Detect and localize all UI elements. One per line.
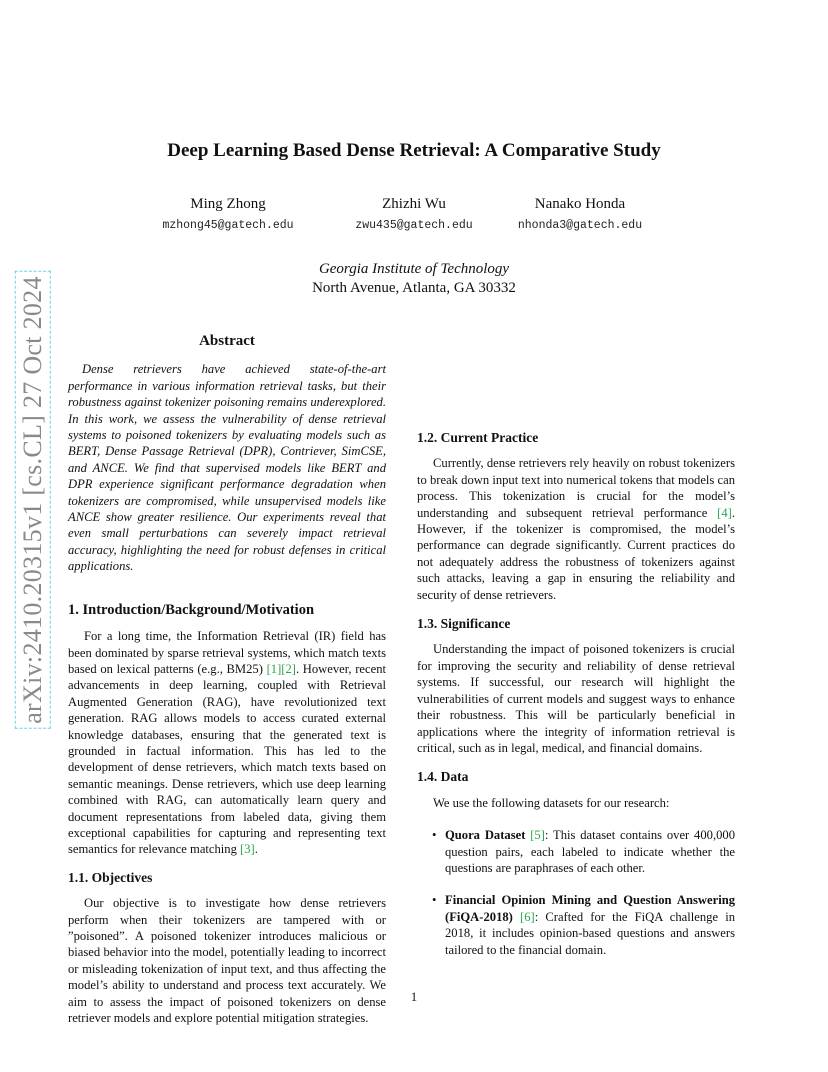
abstract-heading: Abstract — [199, 333, 255, 349]
left-column — [68, 333, 386, 1026]
intro-paragraph: For a long time, the Information Retrieval (IR) field has been dominated by sparse retrieval systems, which match texts based on lexical patterns (e.g., BM25) [1][2]. However, recent advancements in deep learning, coupled with Retrieval Augmented Generation (RAG), have revolutionized text generation. RAG allows models to access curated external knowledge databases, ensuring that the generated text is grounded in factual information. This has led to the development of dense retrievers, which match texts based on semantic meanings. Dense retrievers, which use deep learning combined with RAG, can automatically learn query and document representations from labeled data, giving them exceptional capabilities for capturing and representing text semantics for relevance matching [3]. — [68, 629, 387, 857]
address: North Avenue, Atlanta, GA 30332 — [312, 280, 516, 296]
author-email: mzhong45@gatech.edu — [162, 219, 294, 232]
institution: Georgia Institute of Technology — [318, 261, 510, 277]
affiliation — [0, 260, 828, 298]
citation-link[interactable]: [1] — [266, 661, 282, 676]
author-3 — [480, 196, 680, 232]
abstract-text: Dense retrievers have achieved state-of-the-art performance in various information retrieval tasks, but their robustness against tokenizer poisoning remains underexplored. In this work, we assess the vulnerability of dense retrieval systems to poisoned tokenizers by evaluating models such as BERT, Dense Passage Retrieval (DPR), Contriever, SimCSE, and ANCE. We find that supervised models like BERT and DPR experience significant performance degradation when tokenizers are compromised, while unsupervised models like ANCE show greater resilience. Our experiments reveal that even small perturbations can severely impact retrieval accuracy, highlighting the need for robust defenses in critical applications. — [68, 362, 386, 574]
dataset-name: Financial Opinion Mining and Question Answering (FiQA-2018) — [445, 893, 735, 924]
citation-link[interactable]: [5] — [530, 828, 545, 843]
citation-link[interactable]: [6] — [520, 909, 535, 924]
data-intro: We use the following datasets for our research: — [433, 795, 670, 810]
author-1 — [128, 196, 328, 232]
significance-paragraph: Understanding the impact of poisoned tokenizers is crucial for improving the security and reliability of dense retrieval systems. If successful, our research will highlight the vulnerabilities of current models and suggest ways to enhance their robustness. This will be particularly beneficial in applications where the integrity of information retrieval is critical, such as in legal, medical, and financial domains. — [417, 642, 735, 755]
section-heading-intro: 1. Introduction/Background/Motivation — [68, 601, 315, 618]
author-name: Ming Zhong — [190, 196, 266, 212]
citation-link[interactable]: [4] — [717, 505, 732, 520]
citation-link[interactable]: [2] — [281, 661, 296, 676]
subsection-heading-current-practice: 1.2. Current Practice — [417, 430, 539, 445]
current-practice-paragraph: Currently, dense retrievers rely heavily on robust tokenizers to break down input text into numerical tokens that models can process. This tokenization is crucial for the model’s understanding and subsequent retrieval performance [4]. However, if the tokenizer is compromised, the model’s performance can degrade significantly. Current practices do not adequately address the robustness of tokenizers against such attacks, leaving a gap in ensuring the reliability and security of dense retrievers. — [417, 456, 735, 602]
subsection-heading-data: 1.4. Data — [417, 769, 469, 785]
author-email: nhonda3@gatech.edu — [517, 219, 643, 232]
author-name: Zhizhi Wu — [382, 196, 446, 212]
dataset-list — [417, 827, 735, 958]
page-number: 1 — [410, 990, 418, 1004]
paper-title: Deep Learning Based Dense Retrieval: A Comparative Study — [167, 140, 661, 161]
citation-link[interactable]: [3] — [240, 842, 255, 857]
right-column — [417, 337, 735, 958]
list-item: • Financial Opinion Mining and Question Answering (FiQA-2018) [6]: Crafted for the FiQA challenge in 2018, it includes opinion-based questions and answers tailored to the financial domain. — [432, 893, 735, 957]
subsection-heading-significance: 1.3. Significance — [417, 616, 511, 632]
list-item: • Quora Dataset [5]: This dataset contains over 400,000 question pairs, each labeled to indicate whether the questions are paraphrases of each other. — [432, 828, 735, 875]
arxiv-id: arXiv:2410.20315v1 [cs.CL] 27 Oct 2024 — [15, 271, 51, 729]
subsection-heading-objectives: 1.1. Objectives — [68, 869, 153, 885]
author-name: Nanako Honda — [534, 196, 626, 212]
dataset-name: Quora Dataset — [445, 828, 526, 843]
objectives-paragraph: Our objective is to investigate how dense retrievers perform when their tokenizers are tampered with or ”poisoned”. A poisoned tokenizer introduces malicious or biased behavior into the model, potentially leading to incorrect or misleading tokenization of input text, and thus affecting the model’s ability to understand and process text accurately. We aim to assess the impact of poisoned tokenizers on dense retriever models and explore potential mitigation strategies. — [68, 896, 386, 1026]
arxiv-stamp — [14, 255, 52, 745]
author-email: zwu435@gatech.edu — [355, 219, 473, 232]
